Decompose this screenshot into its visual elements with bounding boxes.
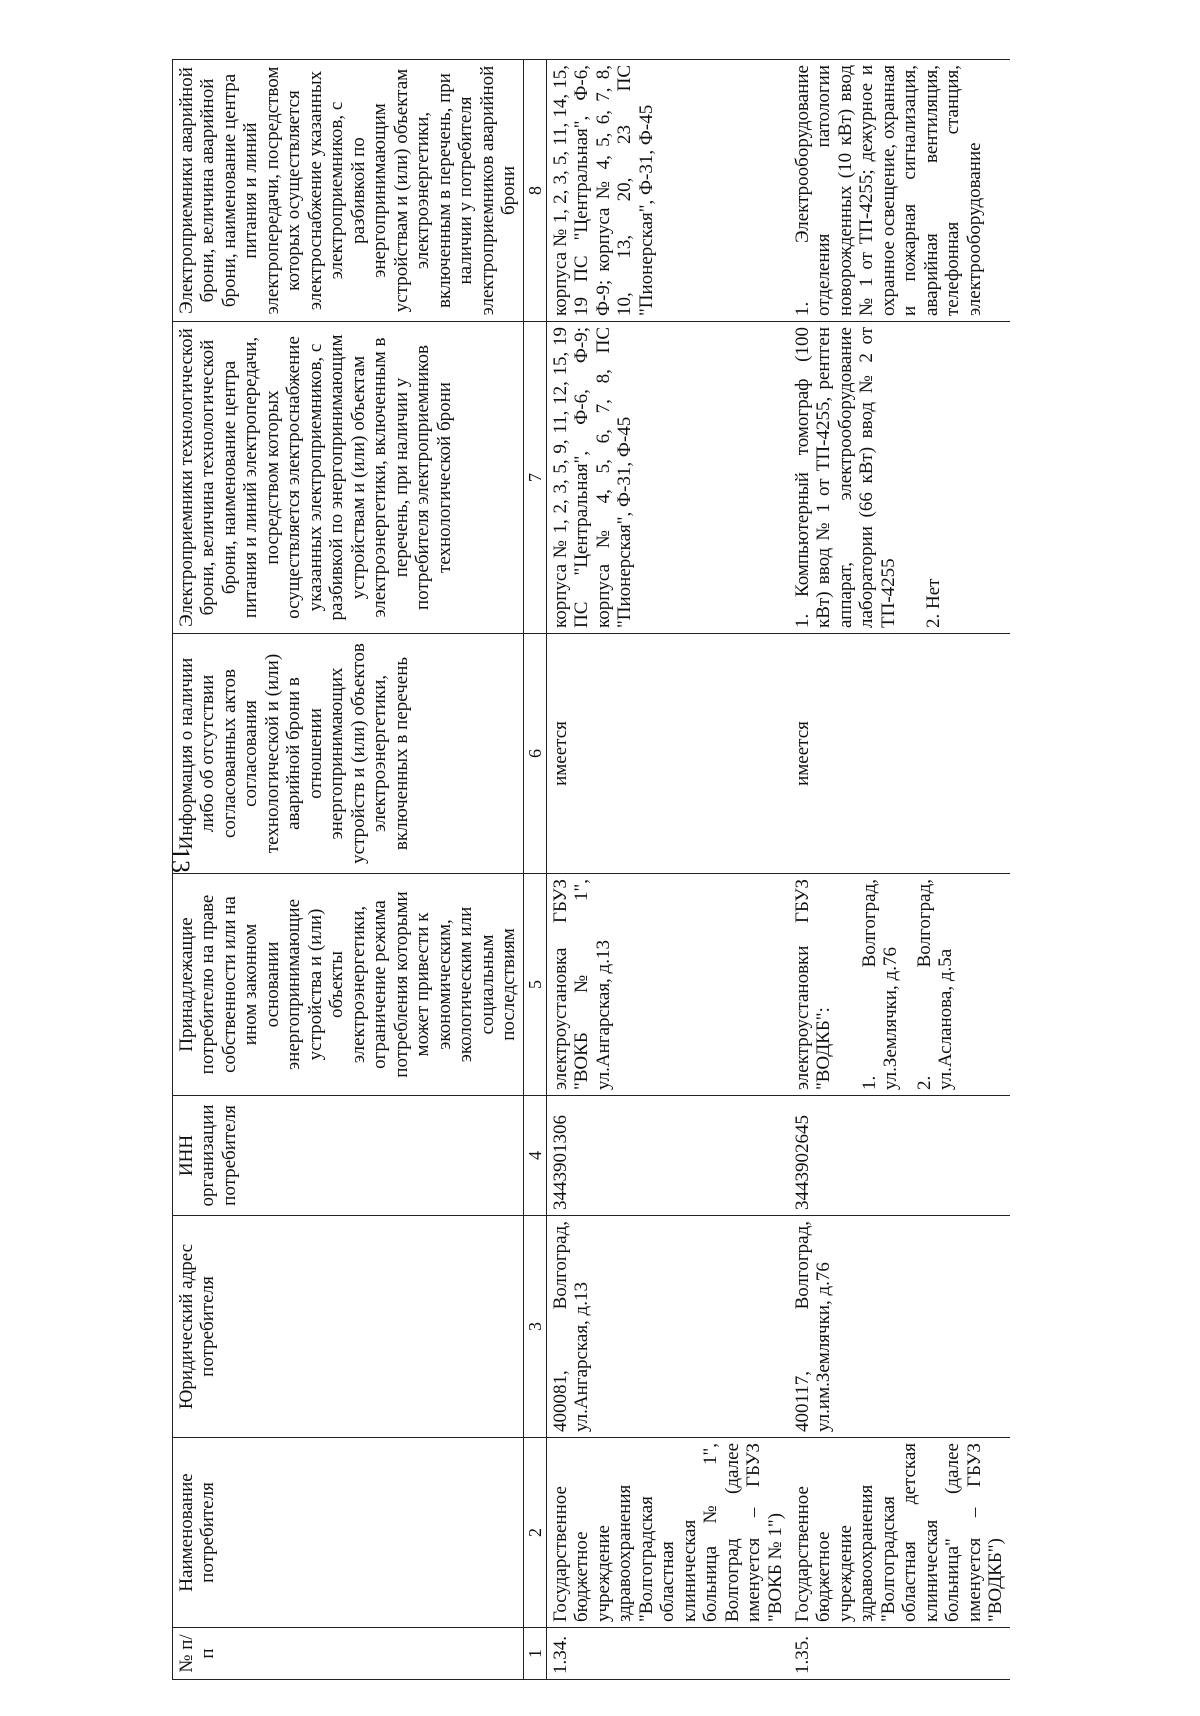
devices-item-1: 1. Волгоград, ул.Землячки, д.76: [858, 879, 902, 1090]
devices-cell: [789, 874, 1010, 1096]
devices-item-2: 2. Волгоград, ул.Асланова, д.5а: [913, 879, 957, 1090]
header-num: № п/п: [173, 1628, 524, 1680]
header-tech-reserve: Электроприемники технологической брони, величина технологической брони, наименование центра питания и линий электропередачи, посредством которых осуществляется электроснабжение указанных электроприемников, с разбивкой по энергопринимающим устройствам и (или) объектам электроэнергетики, включенным в перечень, при наличии у потребителя электроприемников технологической брони: [173, 322, 524, 634]
header-devices: Принадлежащие потребителю на праве собственности или на ином законном основании энергопринимающие устройства и (или) объекты электроэнергетики, ограничение режима потребления которыми может привести к экономическим, экологическим или социальным последствиям: [173, 874, 524, 1096]
devices-text: электроустановка ГБУЗ "ВОКБ № 1", ул.Ангарская, д.13: [546, 874, 789, 1096]
spacer: [835, 879, 859, 1090]
column-number: 4: [523, 1096, 546, 1216]
legal-address: 400081, Волгоград, ул.Ангарская, д.13: [546, 1216, 789, 1438]
table-stage: [172, 60, 1172, 1680]
tech-reserve-item-1: 1. Компьютерный томограф (100 кВт) ввод № 1 от ТП-4255, рентген аппарат, электрооборудование лаборатории (66 кВт) ввод № 2 от ТП-4255: [791, 327, 899, 628]
tech-reserve-item-2: 2. Нет: [923, 578, 945, 628]
header-legal-address: Юридический адрес потребителя: [173, 1216, 524, 1438]
spacer: [899, 327, 923, 628]
acts-info-text: имеется: [789, 634, 1010, 874]
table-row: [789, 60, 1010, 1680]
spacer: [902, 879, 914, 1090]
column-number: 8: [523, 60, 546, 322]
rotated-table-wrapper: [172, 60, 1172, 1680]
header-inn: ИНН организации потребителя: [173, 1096, 524, 1216]
row-number: 1.35.: [789, 1628, 1010, 1680]
inn-value: 3443902645: [789, 1096, 1010, 1216]
acts-info-text: имеется: [546, 634, 789, 874]
consumer-name: Государственное бюджетное учреждение здравоохранения "Волгоградская областная клиническая больница № 1", Волгоград (далее именуется – ГБУЗ "ВОКБ № 1"): [546, 1438, 789, 1628]
inn-value: 3443901306: [546, 1096, 789, 1216]
column-number: 5: [523, 874, 546, 1096]
devices-heading: электроустановки ГБУЗ "ВОДКБ":: [791, 879, 835, 1090]
table-row: [546, 60, 789, 1680]
table-header-row: [173, 60, 524, 1680]
column-number-row: [523, 60, 546, 1680]
header-consumer-name: Наименование потребителя: [173, 1438, 524, 1628]
page-number: 13: [166, 847, 195, 873]
tech-reserve-cell: [789, 322, 1010, 634]
column-number: 7: [523, 322, 546, 634]
header-emergency-reserve: Электроприемники аварийной брони, величина аварийной брони, наименование центра питания и линий электропередачи, посредством которых осуществляется электроснабжение указанных электроприемников, с разбивкой по энергопринимающим устройствам и (или) объектам электроэнергетики, включенным в перечень, при наличии у потребителя электроприемников аварийной брони: [173, 60, 524, 322]
tech-reserve-text: корпуса № 1, 2, 3, 5, 9, 11, 12, 15, 19 ПС "Центральная", Ф-6, Ф-9; корпуса № 4, 5, 6, 7, 8, ПС "Пионерская", Ф-31, Ф-45: [546, 322, 789, 634]
header-acts-info: Информация о наличии либо об отсутствии согласованных актов согласования технологической и (или) аварийной брони в отношении энергопринимающих устройств и (или) объектов электроэнергетики, включенных в перечень: [173, 634, 524, 874]
consumer-table: [172, 59, 1010, 1680]
emergency-reserve-text: корпуса № 1, 2, 3, 5, 11, 14, 15, 19 ПС "Центральная", Ф-6, Ф-9; корпуса № 4, 5, 6, 7, 8, 10, 13, 20, 23 ПС "Пионерская", Ф-31, Ф-45: [546, 60, 789, 322]
column-number: 6: [523, 634, 546, 874]
column-number: 3: [523, 1216, 546, 1438]
column-number: 1: [523, 1628, 546, 1680]
row-number: 1.34.: [546, 1628, 789, 1680]
emergency-reserve-text: 1. Электрооборудование отделения патологии новорожденных (10 кВт) ввод № 1 от ТП-4255; дежурное и охранное освещение, охранная и пожарная сигнализация, аварийная вентиляция, телефонная станция, электрооборудование: [789, 60, 1010, 322]
column-number: 2: [523, 1438, 546, 1628]
legal-address: 400117, Волгоград, ул.им.Землячки, д.76: [789, 1216, 1010, 1438]
consumer-name: Государственное бюджетное учреждение здравоохранения "Волгоградская областная детская клиническая больница" (далее именуется – ГБУЗ "ВОДКБ"): [789, 1438, 1010, 1628]
